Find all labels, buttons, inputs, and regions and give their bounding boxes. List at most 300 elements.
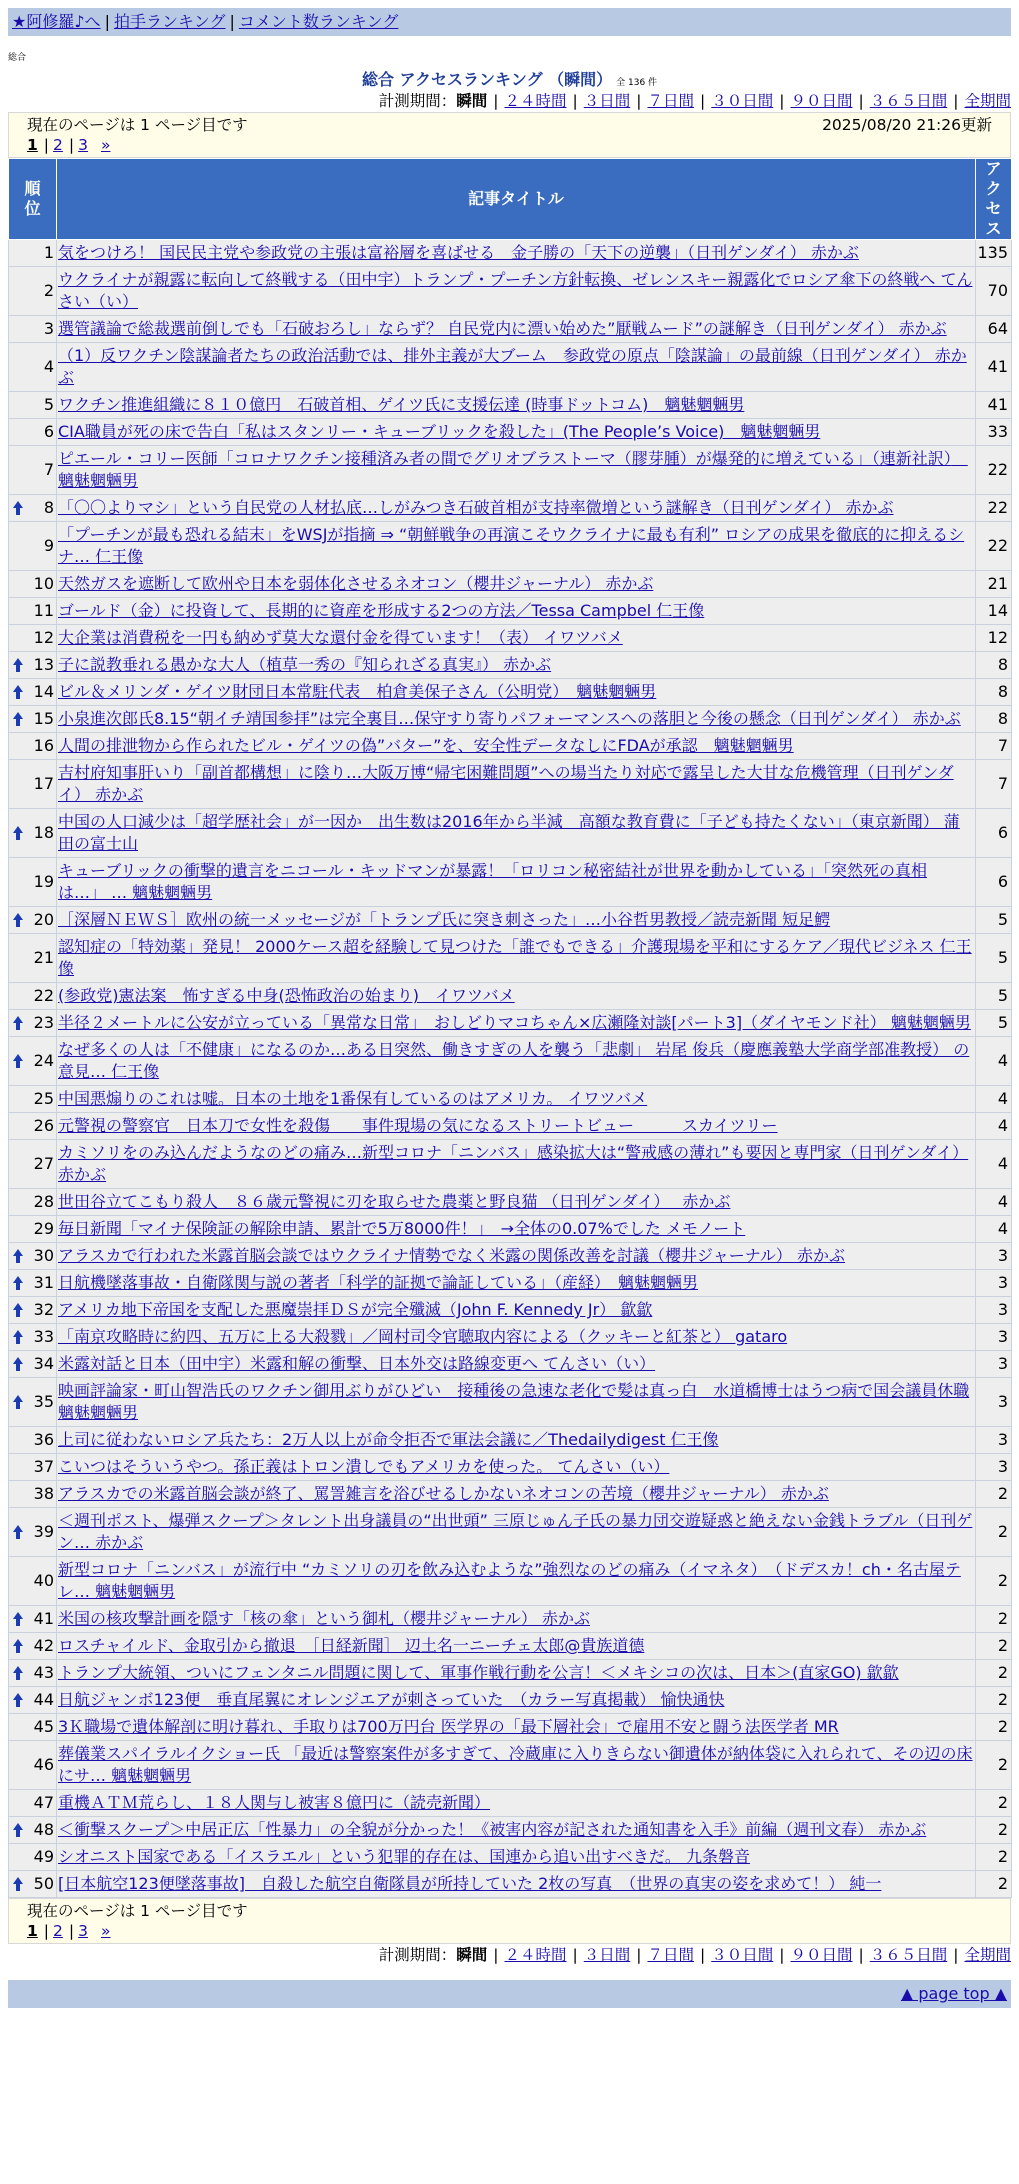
rank-cell (9, 1871, 57, 1898)
rank-cell (9, 1189, 57, 1216)
page-status: 現在のページは 1 ページ目です (27, 116, 248, 134)
rank-number: 18 (33, 823, 54, 842)
table-row (9, 1216, 1012, 1243)
rank-number: 31 (33, 1273, 54, 1292)
period-separator: | (953, 1946, 959, 1964)
title-cell (57, 1324, 976, 1351)
rank-cell (9, 1606, 57, 1633)
article-link[interactable]: 上司に従わないロシア兵たち：2万人以上が命令拒否で軍法会議に／Thedailydigest 仁王像 (58, 1430, 719, 1449)
table-row (9, 522, 1012, 571)
article-link[interactable]: 吉村府知事肝いり「副首都構想」に陰り…大阪万博“帰宅困難問題”への場当たり対応で露呈した大甘な危機管理（日刊ゲンダイ） 赤かぶ (58, 763, 954, 804)
rank-number: 8 (43, 498, 54, 517)
table-row (9, 733, 1012, 760)
title-cell (57, 907, 976, 934)
period-label: 計測期間： (378, 1946, 457, 1964)
table-row (9, 343, 1012, 392)
rank-cell (9, 983, 57, 1010)
period-link[interactable]: ２４時間 (504, 1946, 567, 1964)
page-title (8, 69, 1011, 90)
article-link[interactable]: 3Ｋ職場で遺体解剖に明け暮れ、手取りは700万円台 医学界の「最下層社会」で雇用不安と闘う法医学者 MR (58, 1717, 839, 1736)
article-link[interactable]: 米国の核攻撃計画を隠す「核の傘」という御札（櫻井ジャーナル） 赤かぶ (58, 1609, 590, 1628)
rank-number: 15 (33, 709, 54, 728)
title-cell (57, 1297, 976, 1324)
access-count: 2 (976, 1817, 1012, 1844)
next-page-link[interactable]: » (100, 1922, 111, 1940)
rank-number: 1 (43, 243, 54, 262)
rank-up-arrow-icon (12, 1525, 24, 1539)
period-separator: | (953, 92, 959, 110)
table-row (9, 1606, 1012, 1633)
article-link[interactable]: (参政党)憲法案 怖すぎる中身(恐怖政治の始まり) イワツバメ (58, 986, 515, 1005)
article-link[interactable]: なぜ多くの人は「不健康」になるのか…ある日突然、働きすぎの人を襲う「悲劇」 岩尾 俊兵（慶應義塾大学商学部准教授） の意見… 仁王像 (58, 1040, 970, 1081)
access-count: 5 (976, 907, 1012, 934)
table-row (9, 1243, 1012, 1270)
rank-number: 12 (33, 628, 54, 647)
rank-number: 38 (33, 1484, 54, 1503)
article-link[interactable]: 半径２メートルに公安が立っている「異常な日常」 おしどりマコちゃん×広瀬隆対談[パート3]（ダイヤモンド社） 魑魅魍魎男 (58, 1013, 971, 1032)
article-link[interactable]: 気をつけろ！ 国民民主党や参政党の主張は富裕層を喜ばせる 金子勝の「天下の逆襲」（日刊ゲンダイ） 赤かぶ (58, 243, 859, 262)
page-link[interactable]: 3 (78, 136, 89, 154)
access-count: 2 (976, 1606, 1012, 1633)
page-separator: | (43, 136, 50, 154)
period-link[interactable]: 全期間 (964, 92, 1011, 110)
access-count: 8 (976, 706, 1012, 733)
rank-number: 32 (33, 1300, 54, 1319)
table-row (9, 419, 1012, 446)
home-link[interactable]: ★阿修羅♪へ (12, 12, 101, 31)
table-row (9, 1324, 1012, 1351)
period-link[interactable]: ３０日間 (711, 1946, 774, 1964)
rank-number: 11 (33, 601, 54, 620)
rank-up-arrow-icon (12, 1666, 24, 1680)
article-link[interactable]: 世田谷立てこもり殺人 ８６歳元警視に刃を取らせた農薬と野良猫 （日刊ゲンダイ） 赤かぶ (58, 1192, 731, 1211)
article-link[interactable]: 元警視の警察官 日本刀で女性を殺傷 事件現場の気になるストリートビュー スカイツリー (58, 1116, 778, 1135)
access-count: 3 (976, 1297, 1012, 1324)
period-link[interactable]: ９０日間 (790, 1946, 853, 1964)
period-label: 計測期間： (378, 92, 457, 110)
table-row (9, 1481, 1012, 1508)
title-cell (57, 1086, 976, 1113)
rank-cell (9, 1557, 57, 1606)
title-cell (57, 1216, 976, 1243)
rank-number: 27 (33, 1154, 54, 1173)
table-row (9, 316, 1012, 343)
access-count: 64 (976, 316, 1012, 343)
article-link[interactable]: 「プーチンが最も恐れる結末」をWSJが指摘 ⇒ “朝鮮戦争の再演こそウクライナに最も有利” ロシアの成果を徹底的に抑えるシナ… 仁王像 (58, 525, 965, 566)
article-link[interactable]: 毎日新聞「マイナ保険証の解除申請、累計で5万8000件！」 →全体の0.07%でした メモノート (58, 1219, 746, 1238)
rank-cell (9, 1086, 57, 1113)
article-link[interactable]: ゴールド（金）に投資して、長期的に資産を形成する2つの方法／Tessa Campbel 仁王像 (58, 601, 705, 620)
rank-cell (9, 1037, 57, 1086)
article-link[interactable]: アラスカで行われた米露首脳会談ではウクライナ情勢でなく米露の関係改善を討議（櫻井ジャーナル） 赤かぶ (58, 1246, 846, 1265)
access-count: 7 (976, 760, 1012, 809)
rank-cell (9, 1454, 57, 1481)
article-link[interactable]: カミソリをのみ込んだようなのどの痛み…新型コロナ「ニンバス」感染拡大は“警戒感の薄れ”も要因と専門家（日刊ゲンダイ） 赤かぶ (58, 1143, 969, 1184)
period-separator: | (858, 92, 864, 110)
article-link[interactable]: 「〇〇よりマシ」という自民党の人材払底…しがみつき石破首相が支持率微増という謎解き（日刊ゲンダイ） 赤かぶ (58, 498, 894, 517)
rank-up-arrow-icon (12, 1016, 24, 1030)
title-cell (57, 1844, 976, 1871)
table-row (9, 907, 1012, 934)
period-separator: | (572, 92, 578, 110)
article-link[interactable]: 人間の排泄物から作られたビル・ゲイツの偽”バター”を、安全性データなしにFDAが承認 魑魅魍魎男 (58, 736, 794, 755)
table-row (9, 1113, 1012, 1140)
access-count: 70 (976, 267, 1012, 316)
access-count: 3 (976, 1243, 1012, 1270)
page-separator: | (43, 1922, 50, 1940)
title-cell (57, 267, 976, 316)
update-time: 2025/08/20 21:26更新 (822, 116, 992, 134)
rank-number: 6 (43, 422, 54, 441)
page-top-link[interactable]: ▲ page top ▲ (900, 1984, 1007, 2003)
access-count: 135 (976, 240, 1012, 267)
article-link[interactable]: 選管議論で総裁選前倒しでも「石破おろし」ならず？ 自民党内に漂い始めた”厭戦ムード”の謎解き（日刊ゲンダイ） 赤かぶ (58, 319, 947, 338)
ranking-rows (9, 240, 1012, 1898)
period-current: 瞬間 (456, 92, 488, 110)
rank-up-arrow-icon (12, 826, 24, 840)
period-link[interactable]: ９０日間 (790, 92, 853, 110)
rank-cell (9, 907, 57, 934)
table-row (9, 240, 1012, 267)
article-link[interactable]: ［深層ＮＥＷＳ］欧州の統一メッセージが「トランプ氏に突き刺さった」…小谷哲男教授／読売新聞 短足鰐 (58, 910, 831, 929)
article-link[interactable]: シオニスト国家である「イスラエル」という犯罪的存在は、国連から追い出すべきだ。 九条磐音 (58, 1847, 750, 1866)
page-link[interactable]: 3 (78, 1922, 89, 1940)
table-row (9, 267, 1012, 316)
rank-up-arrow-icon (12, 658, 24, 672)
rank-up-arrow-icon (12, 1330, 24, 1344)
article-link[interactable]: ＜衝撃スクープ＞中居正広「性暴力」の全貌が分かった！《被害内容が記された通知書を入手》前編（週刊文春） 赤かぶ (58, 1820, 927, 1839)
article-link[interactable]: ロスチャイルド、金取引から撤退 ［日経新聞］ 辺土名一ニーチェ太郎@貴族道德 (58, 1636, 645, 1655)
period-link[interactable]: ３日間 (583, 1946, 631, 1964)
rank-cell (9, 1817, 57, 1844)
article-link[interactable]: トランプ大統領、ついにフェンタニル問題に関して、軍事作戦行動を公言！＜メキシコの次は、日本＞(直家GO) 歙歙 (58, 1663, 899, 1682)
article-link[interactable]: 認知症の「特効薬」発見！ 2000ケース超を経験して見つけた「誰でもできる」介護現場を平和にするケア／現代ビジネス 仁王像 (58, 937, 972, 978)
rank-cell (9, 760, 57, 809)
rank-up-arrow-icon (12, 1054, 24, 1068)
rank-cell (9, 598, 57, 625)
page-title-text: 総合 アクセスランキング （瞬間） (361, 70, 613, 89)
rank-cell (9, 571, 57, 598)
title-cell (57, 446, 976, 495)
table-row (9, 1037, 1012, 1086)
table-row (9, 1660, 1012, 1687)
article-link[interactable]: 天然ガスを遮断して欧州や日本を弱体化させるネオコン（櫻井ジャーナル） 赤かぶ (58, 574, 654, 593)
article-link[interactable]: 日航ジャンボ123便 垂直尾翼にオレンジエアが刺さっていた （カラー写真掲載） 愉快通快 (58, 1690, 725, 1709)
rank-cell (9, 1633, 57, 1660)
rank-number: 23 (33, 1013, 54, 1032)
article-link[interactable]: 葬儀業スパイラルイクショー氏 「最近は警察案件が多すぎて、冷蔵庫に入りきらない御遺体が納体袋に入れられて、その辺の床にサ… 魑魅魍魎男 (58, 1744, 973, 1785)
title-cell (57, 1687, 976, 1714)
rank-up-arrow-icon (12, 1249, 24, 1263)
rank-cell (9, 419, 57, 446)
rank-number: 7 (43, 460, 54, 479)
table-row (9, 1010, 1012, 1037)
current-page: 1 (27, 136, 38, 154)
article-link[interactable]: 大企業は消費税を一円も納めず莫大な還付金を得ています！（表） イワツバメ (58, 628, 623, 647)
access-count: 22 (976, 522, 1012, 571)
table-row (9, 495, 1012, 522)
access-count: 6 (976, 858, 1012, 907)
rank-up-arrow-icon (12, 1877, 24, 1891)
access-count: 7 (976, 733, 1012, 760)
access-count: 41 (976, 392, 1012, 419)
rank-number: 42 (33, 1636, 54, 1655)
access-count: 3 (976, 1270, 1012, 1297)
rank-up-arrow-icon (12, 1357, 24, 1371)
period-separator: | (636, 92, 642, 110)
rank-up-arrow-icon (12, 712, 24, 726)
rank-cell (9, 706, 57, 733)
table-row (9, 983, 1012, 1010)
header-rank: 順位 (9, 159, 57, 240)
rank-cell (9, 1790, 57, 1817)
article-link[interactable]: （1）反ワクチン陰謀論者たちの政治活動では、排外主義が大ブーム 参政党の原点「陰謀論」の最前線（日刊ゲンダイ） 赤かぶ (58, 346, 967, 387)
period-separator: | (700, 92, 706, 110)
rank-cell (9, 1216, 57, 1243)
article-link[interactable]: アメリカ地下帝国を支配した悪魔崇拝ＤＳが完全殲滅（John F. Kennedy Jr） 歙歙 (58, 1300, 653, 1319)
category-label: 総合 (8, 53, 27, 63)
rank-number: 30 (33, 1246, 54, 1265)
rank-number: 21 (33, 948, 54, 967)
rank-cell (9, 1687, 57, 1714)
access-count: 22 (976, 495, 1012, 522)
article-link[interactable]: 「南京攻略時に約四、五万に上る大殺戮」／岡村司令官聴取内容による（クッキーと紅茶と） gataro (58, 1327, 788, 1346)
page-separator: | (68, 1922, 75, 1940)
pager-bottom (8, 1898, 1011, 1944)
title-cell (57, 598, 976, 625)
rank-up-arrow-icon (12, 1612, 24, 1626)
ranking-table (8, 158, 1012, 1898)
next-page-link[interactable]: » (100, 136, 111, 154)
rank-cell (9, 1113, 57, 1140)
rank-number: 36 (33, 1430, 54, 1449)
table-row (9, 809, 1012, 858)
article-link[interactable]: アラスカでの米露首脳会談が終了、罵詈雑言を浴びせるしかないネオコンの苦境（櫻井ジャーナル） 赤かぶ (58, 1484, 829, 1503)
title-cell (57, 934, 976, 983)
nav-separator: | (229, 12, 235, 31)
rank-number: 10 (33, 574, 54, 593)
table-row (9, 598, 1012, 625)
table-row (9, 1817, 1012, 1844)
period-selector-bottom (8, 1944, 1011, 1966)
period-separator: | (572, 1946, 578, 1964)
access-count: 3 (976, 1454, 1012, 1481)
clap-ranking-link[interactable]: 拍手ランキング (113, 12, 226, 31)
rank-cell (9, 1427, 57, 1454)
rank-up-arrow-icon (12, 501, 24, 515)
access-count: 8 (976, 652, 1012, 679)
period-link[interactable]: ３６５日間 (869, 92, 948, 110)
page-link[interactable]: 2 (53, 1922, 63, 1940)
rank-cell (9, 652, 57, 679)
period-current: 瞬間 (456, 1946, 488, 1964)
period-separator: | (636, 1946, 642, 1964)
table-row (9, 1741, 1012, 1790)
rank-up-arrow-icon (12, 685, 24, 699)
page-links (27, 135, 992, 155)
title-cell (57, 240, 976, 267)
rank-cell (9, 1243, 57, 1270)
rank-cell (9, 446, 57, 495)
rank-number: 2 (43, 281, 54, 300)
article-link[interactable]: 日航機墜落事故・自衛隊関与説の著者「科学的証拠で論証している」（産経） 魑魅魍魎男 (58, 1273, 699, 1292)
access-count: 4 (976, 1189, 1012, 1216)
rank-number: 39 (33, 1522, 54, 1541)
article-link[interactable]: ＜週刊ポスト、爆弾スクープ＞タレント出身議員の“出世頭” 三原じゅん子氏の暴力団交遊疑惑と絶えない金銭トラブル（日刊ゲン… 赤かぶ (58, 1511, 973, 1552)
rank-cell (9, 1508, 57, 1557)
article-link[interactable]: 中国悪煽りのこれは嘘。日本の土地を1番保有しているのはアメリカ。 イワツバメ (58, 1089, 648, 1108)
access-count: 4 (976, 1113, 1012, 1140)
period-link[interactable]: 全期間 (964, 1946, 1011, 1964)
table-row (9, 571, 1012, 598)
rank-up-arrow-icon (12, 1693, 24, 1707)
table-row (9, 652, 1012, 679)
access-count: 2 (976, 1633, 1012, 1660)
access-count: 33 (976, 419, 1012, 446)
title-cell (57, 858, 976, 907)
title-cell (57, 809, 976, 858)
article-link[interactable]: ピエール・コリー医師「コロナワクチン接種済み者の間でグリオブラストーマ（膠芽腫）が爆発的に増えている」（連新社訳） 魑魅魍魎男 (58, 449, 968, 490)
article-link[interactable]: 米露対話と日本（田中宇）米露和解の衝撃、日本外交は路線変更へ てんさい（い） (58, 1354, 656, 1373)
table-row (9, 706, 1012, 733)
title-cell (57, 1633, 976, 1660)
period-link[interactable]: ７日間 (647, 1946, 694, 1964)
article-link[interactable]: 重機ＡＴＭ荒らし、１８人関与し被害８億円に（読売新聞） (58, 1793, 491, 1812)
header-access: アクセス (976, 159, 1012, 240)
period-link[interactable]: ７日間 (647, 92, 694, 110)
title-cell (57, 652, 976, 679)
page-link[interactable]: 2 (53, 136, 63, 154)
title-cell (57, 1508, 976, 1557)
page-status: 現在のページは 1 ページ目です (27, 1902, 248, 1920)
article-link[interactable]: 小泉進次郎氏8.15“朝イチ靖国参拝”は完全裏目…保守すり寄りパフォーマンスへの落胆と今後の懸念（日刊ゲンダイ） 赤かぶ (58, 709, 961, 728)
period-separator: | (779, 92, 785, 110)
rank-number: 17 (33, 774, 54, 793)
table-row (9, 1270, 1012, 1297)
comment-ranking-link[interactable]: コメント数ランキング (238, 12, 399, 31)
title-cell (57, 419, 976, 446)
access-count: 3 (976, 1378, 1012, 1427)
title-cell (57, 1243, 976, 1270)
rank-cell (9, 858, 57, 907)
table-row (9, 1086, 1012, 1113)
table-row (9, 1427, 1012, 1454)
table-header-row (9, 159, 1012, 240)
rank-cell (9, 1741, 57, 1790)
table-row (9, 625, 1012, 652)
title-cell (57, 1871, 976, 1898)
title-cell (57, 1454, 976, 1481)
article-link[interactable]: ビル＆メリンダ・ゲイツ財団日本常駐代表 柏倉美保子さん（公明党） 魑魅魍魎男 (58, 682, 657, 701)
access-count: 5 (976, 1010, 1012, 1037)
rank-number: 35 (33, 1392, 54, 1411)
title-cell (57, 1481, 976, 1508)
article-link[interactable]: ウクライナが親露に転向して終戦する（田中宇）トランプ・プーチン方針転換、ゼレンスキー親露化でロシア傘下の終戦へ てんさい（い） (58, 270, 973, 311)
rank-cell (9, 343, 57, 392)
article-link[interactable]: ワクチン推進組織に８１０億円 石破首相、ゲイツ氏に支援伝達 (時事ドットコム) 魑魅魍魎男 (58, 395, 745, 414)
access-count: 12 (976, 625, 1012, 652)
period-link[interactable]: ３０日間 (711, 92, 774, 110)
title-cell (57, 1351, 976, 1378)
rank-cell (9, 733, 57, 760)
article-link[interactable]: こいつはそういうやつ。孫正義はトロン潰しでもアメリカを使った。 てんさい（い） (58, 1457, 670, 1476)
rank-cell (9, 522, 57, 571)
rank-number: 49 (33, 1847, 54, 1866)
title-cell (57, 316, 976, 343)
table-row (9, 1189, 1012, 1216)
nav-separator: | (104, 12, 110, 31)
table-row (9, 1454, 1012, 1481)
table-row (9, 392, 1012, 419)
article-link[interactable]: キューブリックの衝撃的遺言をニコール・キッドマンが暴露！「ロリコン秘密結社が世界を動かしている」「突然死の真相は…」 … 魑魅魍魎男 (58, 861, 927, 902)
table-row (9, 1508, 1012, 1557)
rank-cell (9, 240, 57, 267)
rank-number: 25 (33, 1089, 54, 1108)
rank-cell (9, 316, 57, 343)
rank-number: 47 (33, 1793, 54, 1812)
period-link[interactable]: ３６５日間 (869, 1946, 948, 1964)
title-cell (57, 1010, 976, 1037)
title-cell (57, 1378, 976, 1427)
period-separator: | (858, 1946, 864, 1964)
rank-cell (9, 392, 57, 419)
table-row (9, 1557, 1012, 1606)
rank-cell (9, 1660, 57, 1687)
rank-up-arrow-icon (12, 1395, 24, 1409)
page-links (27, 1921, 992, 1941)
rank-cell (9, 267, 57, 316)
title-cell (57, 1741, 976, 1790)
article-link[interactable]: 映画評論家・町山智浩氏のワクチン御用ぶりがひどい 接種後の急速な老化で髪は真っ白 水道橋博士はうつ病で国会議員休職 魑魅魍魎男 (58, 1381, 970, 1422)
page-separator: | (68, 136, 75, 154)
rank-number: 24 (33, 1051, 54, 1070)
table-row (9, 1633, 1012, 1660)
access-count: 2 (976, 1871, 1012, 1898)
rank-number: 43 (33, 1663, 54, 1682)
table-row (9, 679, 1012, 706)
period-link[interactable]: ２４時間 (504, 92, 567, 110)
access-count: 8 (976, 679, 1012, 706)
period-separator: | (700, 1946, 706, 1964)
table-row (9, 1351, 1012, 1378)
article-link[interactable]: 新型コロナ「ニンバス」が流行中 “カミソリの刃を飲み込むような”強烈なのどの痛み（イマネタ） （ドデスカ！ch・名古屋テレ… 魑魅魍魎男 (58, 1560, 961, 1601)
rank-number: 20 (33, 910, 54, 929)
title-cell (57, 760, 976, 809)
article-link[interactable]: 中国の人口減少は「超学歴社会」が一因か 出生数は2016年から半減 高額な教育費に「子ども持たくない」（東京新聞） 蒲田の富士山 (58, 812, 960, 853)
rank-cell (9, 495, 57, 522)
table-row (9, 1714, 1012, 1741)
rank-cell (9, 1010, 57, 1037)
rank-cell (9, 1844, 57, 1871)
period-link[interactable]: ３日間 (583, 92, 631, 110)
article-link[interactable]: [日本航空123便墜落事故] 自殺した航空自衛隊員が所持していた 2枚の写真 （世界の真実の姿を求めて！） 純一 (58, 1874, 882, 1893)
rank-number: 41 (33, 1609, 54, 1628)
article-link[interactable]: CIA職員が死の床で告白「私はスタンリー・キューブリックを殺した」(The People’s Voice) 魑魅魍魎男 (58, 422, 821, 441)
rank-number: 13 (33, 655, 54, 674)
table-row (9, 1871, 1012, 1898)
current-page: 1 (27, 1922, 38, 1940)
rank-cell (9, 1270, 57, 1297)
table-row (9, 1790, 1012, 1817)
article-link[interactable]: 子に説教垂れる愚かな大人（植草一秀の『知られざる真実』） 赤かぶ (58, 655, 552, 674)
rank-cell (9, 1324, 57, 1351)
access-count: 22 (976, 446, 1012, 495)
access-count: 2 (976, 1714, 1012, 1741)
access-count: 14 (976, 598, 1012, 625)
access-count: 41 (976, 343, 1012, 392)
rank-cell (9, 934, 57, 983)
rank-cell (9, 1481, 57, 1508)
